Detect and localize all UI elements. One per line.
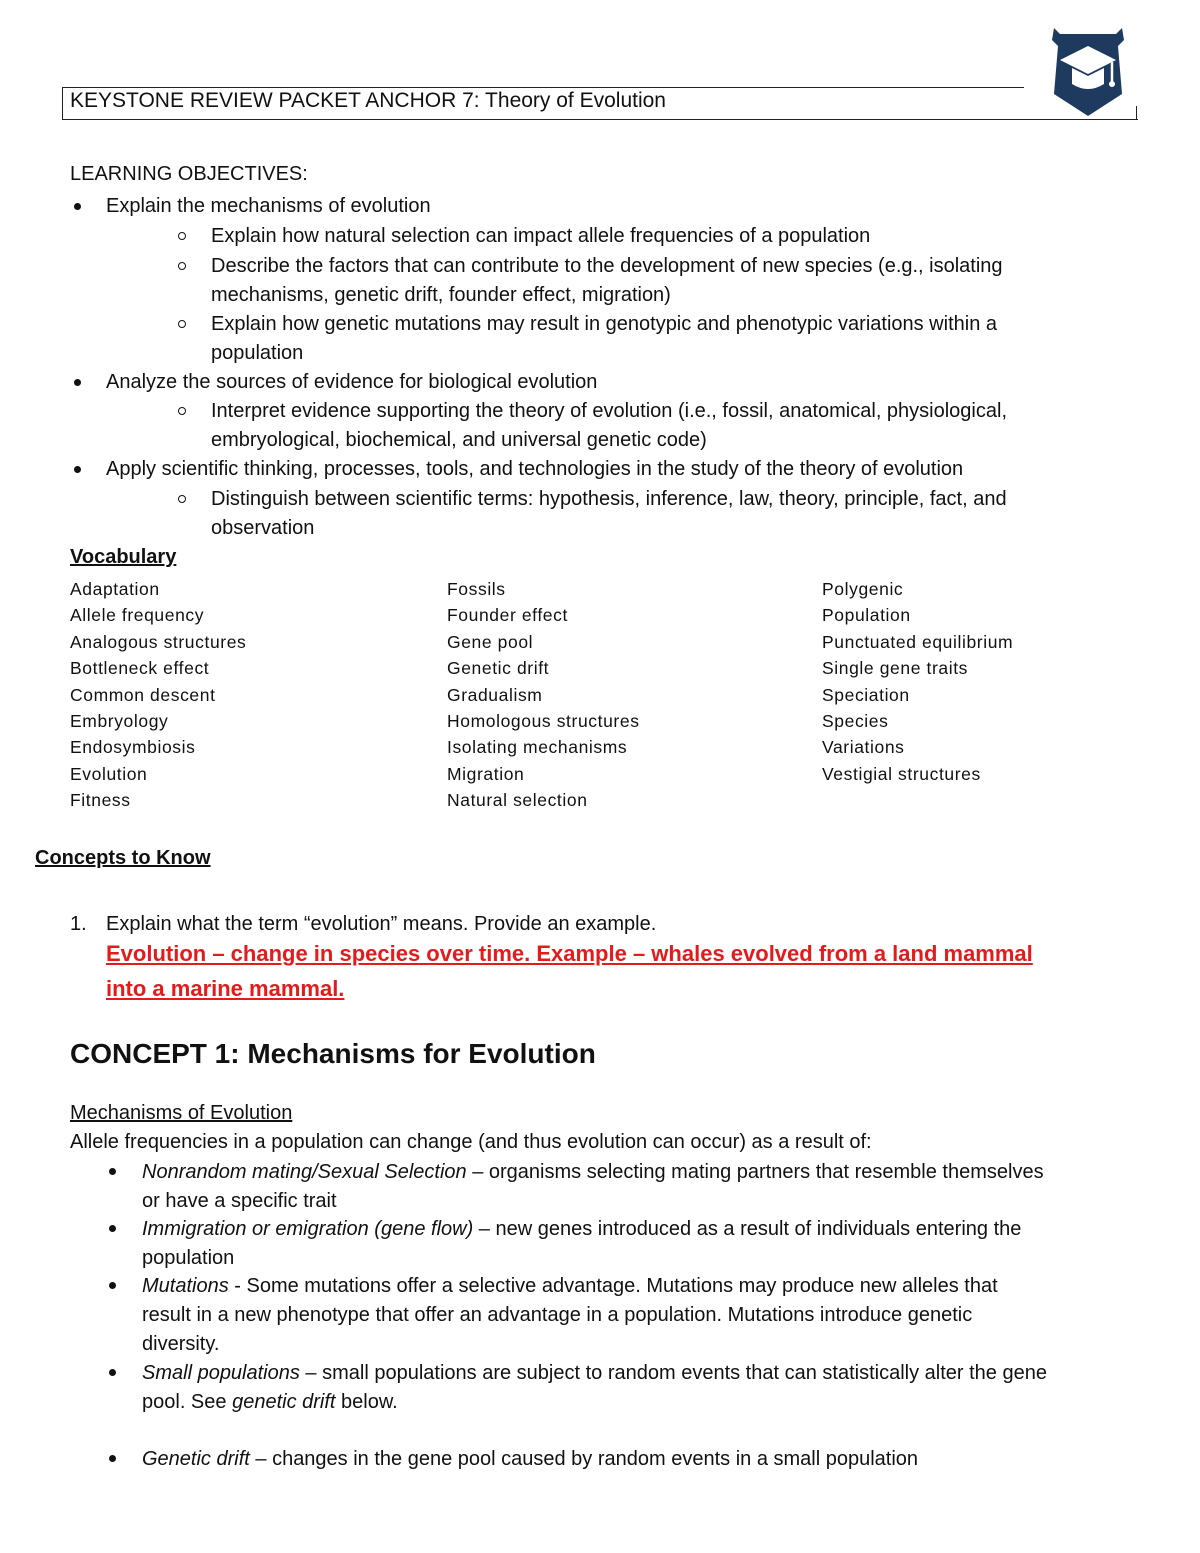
- objective-2: Analyze the sources of evidence for biological evolution: [106, 371, 598, 393]
- keystone-graduation-cap-logo-icon: [1050, 24, 1126, 120]
- bullet-icon: [109, 1455, 116, 1462]
- vocab-term: Analogous structures: [70, 631, 247, 652]
- bullet-icon: [109, 1225, 116, 1232]
- bullet-icon: [109, 1369, 116, 1376]
- question-number: 1.: [70, 913, 87, 935]
- question-1: Explain what the term “evolution” means. Provide an example.: [106, 913, 657, 935]
- mechanism-1-line-2: or have a specific trait: [142, 1190, 337, 1212]
- bullet-icon: [109, 1282, 116, 1289]
- vocab-term: Speciation: [822, 684, 910, 705]
- genetic-drift-reference: genetic drift: [232, 1391, 336, 1413]
- vocab-term: Endosymbiosis: [70, 737, 196, 758]
- mechanism-4-desc: – small populations are subject to random events that can statistically alter the gene: [299, 1362, 1047, 1384]
- vocabulary-column-2: [447, 576, 640, 814]
- mechanism-2-line-2: population: [142, 1247, 235, 1269]
- answer-1-line-2: into a marine mammal.: [106, 976, 345, 1001]
- vocab-term: Vestigial structures: [822, 763, 981, 784]
- vocab-term: Polygenic: [822, 579, 904, 599]
- vocab-term: Punctuated equilibrium: [822, 631, 1014, 652]
- mechanisms-subheading: Mechanisms of Evolution: [70, 1102, 293, 1124]
- vocab-term: Fossils: [447, 579, 506, 599]
- vocabulary-column-1: [70, 576, 246, 814]
- vocab-term: Variations: [822, 737, 905, 758]
- header-border-right: [1136, 106, 1137, 120]
- bullet-icon: [74, 379, 81, 386]
- vocab-term: Natural selection: [447, 790, 588, 811]
- vocab-term: Common descent: [70, 684, 216, 705]
- vocab-term: Bottleneck effect: [70, 658, 210, 679]
- vocab-term: Isolating mechanisms: [447, 737, 628, 758]
- mechanism-3-term: Mutations: [142, 1275, 229, 1297]
- sub-bullet-icon: [178, 407, 186, 415]
- sub-bullet-icon: [178, 232, 186, 240]
- vocab-term: Evolution: [70, 763, 148, 784]
- mechanism-5-desc: – changes in the gene pool caused by random events in a small population: [249, 1448, 919, 1470]
- vocab-term: Adaptation: [70, 579, 160, 599]
- vocab-term: Species: [822, 711, 889, 732]
- vocab-term: Embryology: [70, 711, 169, 732]
- mechanism-4-below: below.: [335, 1391, 398, 1413]
- page-title: KEYSTONE REVIEW PACKET ANCHOR 7: Theory of Evolution: [70, 89, 666, 112]
- mechanism-1-term: Nonrandom mating/Sexual Selection: [142, 1161, 467, 1183]
- vocab-term: Founder effect: [447, 605, 568, 626]
- mechanism-4-see: pool. See: [142, 1391, 233, 1413]
- mechanism-4-line-1: [142, 1361, 1047, 1385]
- vocab-term: Fitness: [70, 790, 131, 811]
- objective-1-sub-3-line-2: population: [211, 342, 304, 364]
- bullet-icon: [74, 203, 81, 210]
- objective-1-sub-2-line-2: mechanisms, genetic drift, founder effect, migration): [211, 284, 671, 306]
- objective-1-sub-2-line-1: Describe the factors that can contribute to the development of new species (e.g., isolating: [211, 255, 1003, 277]
- header-border-top: [62, 87, 1024, 88]
- bullet-icon: [109, 1168, 116, 1175]
- objectives-heading: LEARNING OBJECTIVES:: [70, 163, 308, 185]
- bullet-icon: [74, 466, 81, 473]
- mechanism-2-term: Immigration or emigration (gene flow): [142, 1218, 474, 1240]
- mechanisms-intro: Allele frequencies in a population can change (and thus evolution can occur) as a result of:: [70, 1131, 872, 1153]
- objective-3-sub-1-line-1: Distinguish between scientific terms: hypothesis, inference, law, theory, principle, fact, and: [211, 488, 1007, 510]
- objective-2-sub-1-line-1: Interpret evidence supporting the theory of evolution (i.e., fossil, anatomical, physiological,: [211, 400, 1007, 422]
- vocab-term: Gradualism: [447, 684, 543, 705]
- sub-bullet-icon: [178, 320, 186, 328]
- vocab-term: Allele frequency: [70, 605, 205, 626]
- mechanism-4-term: Small populations: [142, 1362, 300, 1384]
- sub-bullet-icon: [178, 495, 186, 503]
- mechanism-4-line-2: [142, 1390, 398, 1414]
- mechanism-5-term: Genetic drift: [142, 1448, 250, 1470]
- vocab-term: Genetic drift: [447, 658, 550, 679]
- vocabulary-column-3: [822, 576, 1013, 787]
- sub-bullet-icon: [178, 262, 186, 270]
- mechanism-2-desc: – new genes introduced as a result of individuals entering the: [473, 1218, 1022, 1240]
- vocabulary-heading: Vocabulary: [70, 546, 177, 568]
- mechanism-3-desc: - Some mutations offer a selective advantage. Mutations may produce new alleles that: [228, 1275, 998, 1297]
- vocab-term: Population: [822, 605, 911, 626]
- mechanism-1-desc: – organisms selecting mating partners that resemble themselves: [466, 1161, 1044, 1183]
- mechanism-3-line-1: [142, 1274, 998, 1298]
- concepts-heading: Concepts to Know: [35, 847, 211, 869]
- objective-1-sub-1: Explain how natural selection can impact allele frequencies of a population: [211, 225, 871, 247]
- mechanism-1-line-1: [142, 1160, 1044, 1184]
- concept-1-title: CONCEPT 1: Mechanisms for Evolution: [70, 1038, 596, 1069]
- objective-3-sub-1-line-2: observation: [211, 517, 315, 539]
- objective-2-sub-1-line-2: embryological, biochemical, and universal genetic code): [211, 429, 707, 451]
- mechanism-2-line-1: [142, 1217, 1021, 1241]
- header-border-left: [62, 87, 63, 119]
- answer-1-line-1: Evolution – change in species over time. Example – whales evolved from a land mammal: [106, 941, 1033, 966]
- mechanism-5-line-1: [142, 1447, 918, 1471]
- objective-1: Explain the mechanisms of evolution: [106, 195, 431, 217]
- mechanism-3-line-2: result in a new phenotype that offer an advantage in a population. Mutations introduce genetic: [142, 1304, 973, 1326]
- vocab-term: Gene pool: [447, 631, 534, 652]
- vocab-term: Single gene traits: [822, 658, 969, 679]
- mechanism-3-line-3: diversity.: [142, 1333, 220, 1355]
- header-border-bottom: [62, 119, 1138, 120]
- vocab-term: Homologous structures: [447, 711, 640, 732]
- objective-1-sub-3-line-1: Explain how genetic mutations may result in genotypic and phenotypic variations within a: [211, 313, 997, 335]
- objective-3: Apply scientific thinking, processes, tools, and technologies in the study of the theory of evolution: [106, 458, 964, 480]
- vocab-term: Migration: [447, 763, 525, 784]
